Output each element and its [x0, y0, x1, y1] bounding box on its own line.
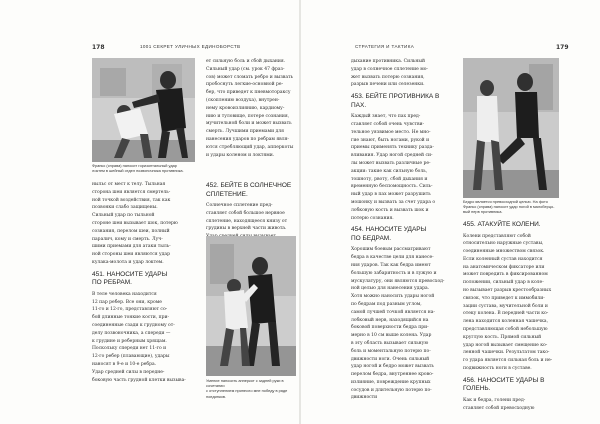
right-column-3	[351, 58, 455, 420]
caption-uppercut: Умение наносить апперкот с задней руки в сочетании с отступлением принесло мне победу в ряде поединков.	[206, 378, 288, 399]
heading-452-solar-plexus: 452. БЕЙТЕ В СОЛНЕЧНОЕ СПЛЕТЕНИЕ.	[206, 182, 292, 198]
caption-elbow-strike: Франко (справа) наносит горизонтальный удар локтем в шейный отдел позвоночника противника.	[92, 163, 184, 174]
left-running-head: 1001 СЕКРЕТ УЛИЧНЫХ ЕДИНОБОРСТВ	[140, 44, 241, 49]
photo-uppercut	[206, 236, 296, 376]
heading-453-groin: 453. БЕЙТЕ ПРОТИВНИКА В ПАХ.	[351, 93, 440, 109]
paragraph-neck: ныльс от мест к телу. Тыльная сторона шеи является смертель- ной точкой воздействия, так как позвонки слабо защищены. Сильный удар по тыльной стороне шеи вызывает шок, потерю сознания, перелом шеи, полный паралич, кому и смерть. Луч- шими приемами для атаки тыль- ной стороны шеи являются удар кулака-молота и удар локтем.	[92, 182, 178, 265]
paragraph-solar-plexus: Солнечное сплетение пред- ставляет собой большое нервное сплетение, находящееся книзу от грудины в верхней части живота.	[206, 203, 288, 232]
paragraph-thighs: Хорошим боевым рассматривают бедра в качестве цели для нанесе- ния ударов. Так как бедра имеют большую забаритность и в лужую и мускулатуру, они являются превосход- ной целью для нанесения удара. Хотя можно наносить удары ногой по бедрам под разным углом, самой лучшей точкой является на- лобковый нерв, находящийся на боковой поверхности бедра при- мерно в 10 см выше колена. Удар в эту область вызывает сильную боль и моментальную потерю по- движности ноги. Очень сильный удар ногой и бедро может вызвать перелом бедра, внутреннее крово- излияние, повреждение крупных сосудов и длительную потерю по- движности	[351, 247, 445, 401]
paragraph-ribs: В теле человека находится 12 пар ребер. Все они, кроме 11-го и 12-го, представляют со- бой длинные тонкие кости, при- соединенные сзади к грудному от- делу позвоночника, а спереди — к грудине и реберным хрящам. Поскольку спереди нет 11-го и 12-го ребер (плавающие), удары наносят в 9-е и 10-е ребра. Удар средней силы в передне- боковую часть грудной клетки вызыва-	[92, 291, 186, 383]
paragraph-ribs-continued: ет сильную боль и сбой дыхания. Сильный удар (см. урок 47 фраз- сов) может сломать ребро и вызвать пробоснуть легкие-основной ре- бер, что приведет к пневмотораксу (скоплению воздуха), внутрен- нему кровоизлиянию, кардиому- нию и туловище, потере сознания, мучительной боли и может вызвать смерть. Лучшими приемами для нанесения ударов по ребрам явля- ются стребляющий удар, апперкоты и удары коленом и локтями.	[206, 59, 294, 158]
photo-thigh-kick	[463, 58, 559, 198]
left-column-2	[206, 58, 294, 192]
left-column-2b	[206, 178, 294, 236]
heading-451-ribs: 451. НАНОСИТЕ УДАРЫ ПО РЕБРАМ.	[92, 270, 168, 287]
right-page	[301, 0, 600, 424]
paragraph-shins: Как и бедра, голени пред- ставляет собой превосходную	[463, 397, 535, 411]
uppercut-image	[206, 236, 296, 376]
heading-456-shins: 456. НАНОСИТЕ УДАРЫ В ГОЛЕНЬ.	[463, 376, 545, 393]
left-page-number: 178	[92, 44, 105, 51]
left-page	[0, 0, 299, 424]
photo-elbow-strike	[92, 58, 195, 162]
heading-455-knees: 455. АТАКУЙТЕ КОЛЕНИ.	[463, 221, 541, 228]
caption-thigh-kick: Бедро является превосходной целью. На фото Франко (справа) наносит удар ногой в малоберцо- вый нерв противника.	[463, 199, 555, 215]
paragraph-knees: Колени представляют собой относительно наружные суставы, соединенные множеством связок. Если коленный сустав находится на анатомическом фиксаторе или может повредить в фиксированном положении, сильный удар в коле- но вызывает разрыв крестообразных связок, что приведет к иммобили- зации сустава, мучительной боли и отеку колена. В передней части ко- лена находится коленная чашечка, представляющая собой небольшую круглую кость. Прямой сильный удар ногой вызывает смещение ко- ленной чашечки. Результатом тако- го удара является сильная боль и не- подвижность ноги в суставе.	[463, 233, 553, 372]
left-column-1	[92, 181, 196, 421]
heading-454-thighs: 454. НАНОСИТЕ УДАРЫ ПО БЕДРАМ.	[351, 226, 427, 242]
right-column-4	[463, 217, 567, 421]
thigh-kick-image	[463, 58, 559, 198]
paragraph-groin: Каждый знает, что пах пред- ставляет собой очень чувстви- тельное уязвимое место. Не мно- гие знают, быть ногами, рукой и приемы применять технику разда- вливания. Удар ногой средней си- лы может вызвать различные ре- акции: такие как сильную боль, тошноту, рвоту, сбой дыхания и временную беспомощность. Силь- ный удар в пах может разрушить мошонку и вызвать за счет удара о лобковую кость и вызвать шок и потерю сознания.	[351, 114, 436, 221]
paragraph-solar-plexus-continued: дыхание противника. Сильный удар в солнечное сплетение мо- жет вызвать потерю сознания, разрыв печени или селезенки.	[351, 59, 428, 88]
elbow-strike-image	[92, 58, 195, 162]
right-page-number: 179	[556, 44, 569, 51]
right-running-head: СТРАТЕГИЯ И ТАКТИКА	[355, 44, 415, 49]
